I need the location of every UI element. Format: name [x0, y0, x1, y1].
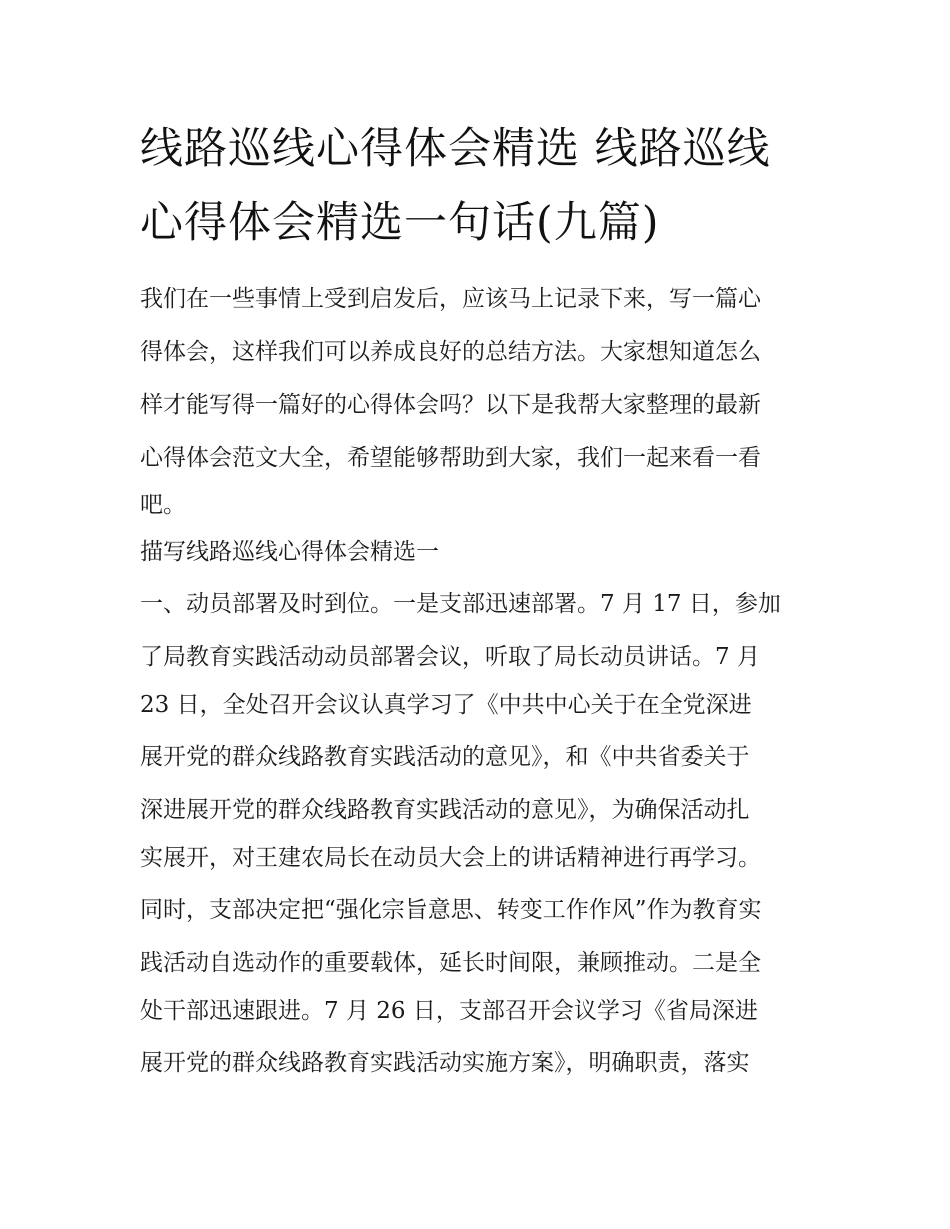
document-title: 线路巡线心得体会精选 线路巡线心得体会精选一句话(九篇) [140, 124, 771, 248]
body-line-13: 同时，支部决定把“强化宗旨意思、转变工作作风”作为教育实 [140, 897, 762, 923]
body-line-2: 得体会，这样我们可以养成良好的总结方法。大家想知道怎么 [140, 339, 761, 365]
body-line-1: 我们在一些事情上受到启发后，应该马上记录下来，写一篇心 [140, 286, 761, 312]
body-line-10: 展开党的群众线路教育实践活动的意见》，和《中共省委关于 [140, 744, 750, 770]
body-line-12: 实展开，对王建农局长在动员大会上的讲话精神进行再学习。 [140, 845, 761, 871]
body-line-8: 了局教育实践活动动员部署会议，听取了局长动员讲话。7 月 [140, 644, 760, 670]
body-line-7: 一、动员部署及时到位。一是支部迅速部署。7 月 17 日，参加 [140, 591, 781, 617]
body-line-14: 践活动自选动作的重要载体，延长时间限，兼顾推动。二是全 [140, 950, 761, 976]
section-heading: 描写线路巡线心得体会精选一 [140, 539, 439, 565]
body-line-11: 深进展开党的群众线路教育实践活动的意见》，为确保活动扎 [140, 797, 750, 823]
body-line-9: 23 日，全处召开会议认真学习了《中共中心关于在全党深进 [140, 692, 752, 718]
body-line-15: 处干部迅速跟进。7 月 26 日，支部召开会议学习《省局深进 [140, 998, 758, 1024]
body-line-4: 心得体会范文大全，希望能够帮助到大家，我们一起来看一看 [140, 445, 761, 471]
body-line-3: 样才能写得一篇好的心得体会吗？以下是我帮大家整理的最新 [140, 392, 761, 418]
body-line-5: 吧。 [140, 492, 186, 518]
body-line-16: 展开党的群众线路教育实践活动实施方案》，明确职责，落实 [140, 1050, 750, 1076]
